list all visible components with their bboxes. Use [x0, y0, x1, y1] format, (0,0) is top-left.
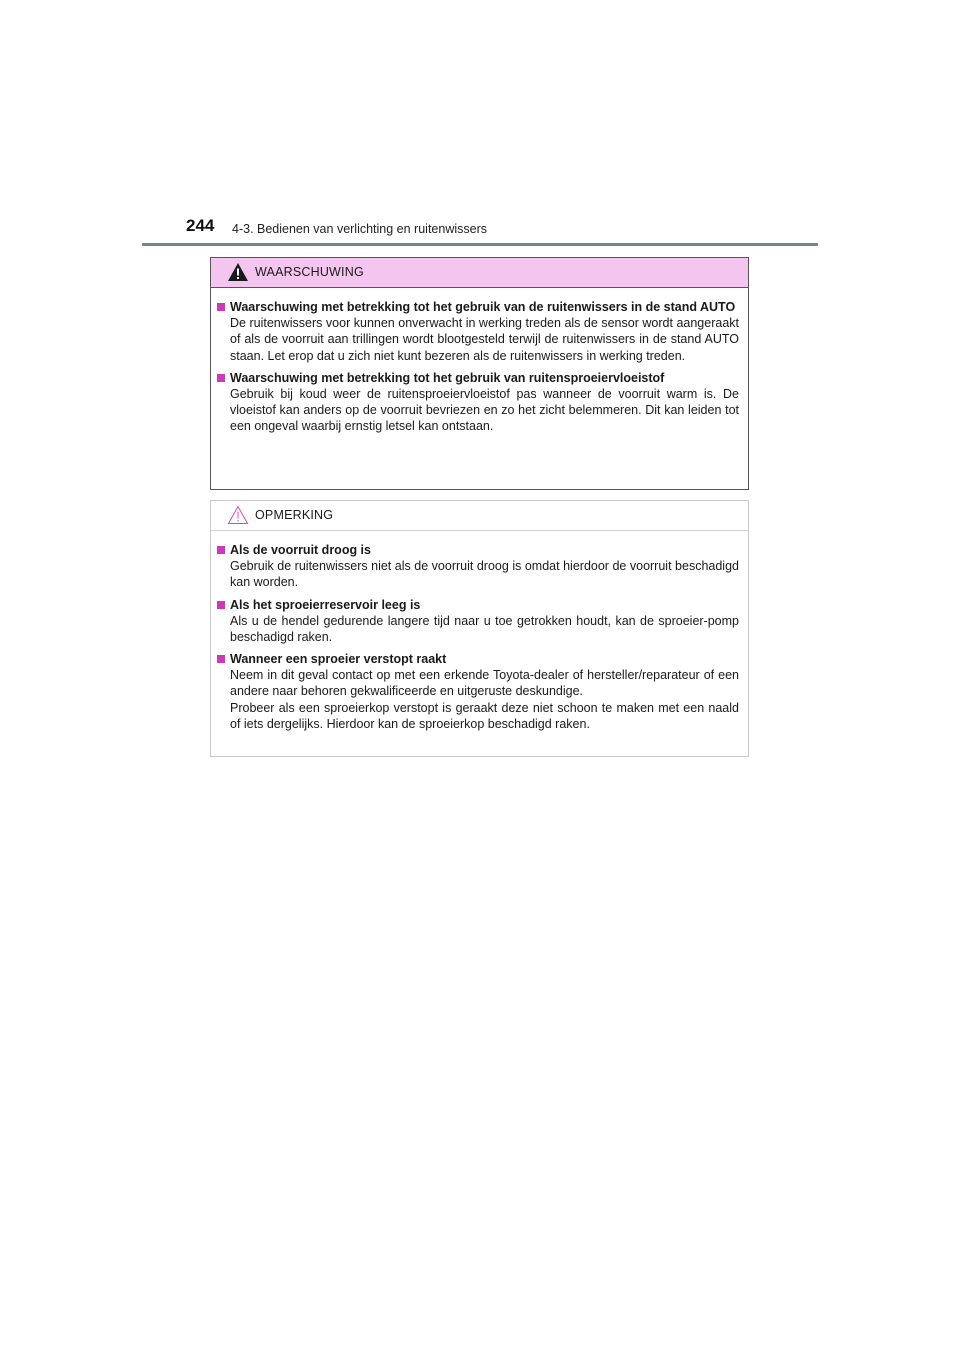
- item-paragraph: Probeer als een sproeierkop verstopt is geraakt deze niet schoon te maken met een naald of iets dergelijks. Hierdoor kan de sproeierkop beschadigd raken.: [230, 700, 739, 732]
- caution-triangle-outline-icon: [227, 505, 249, 525]
- item-title: Waarschuwing met betrekking tot het gebruik van ruitensproeiervloeistof: [230, 370, 665, 385]
- warning-triangle-filled-icon: [227, 262, 249, 282]
- item-text: Gebruik bij koud weer de ruitensproeiervloeistof pas wanneer de voorruit warm is. De vloeistof kan anders op de voorruit bevriezen en zo het zicht belemmeren. Dit kan leiden tot een ongeval waarbij ernstig letsel kan ontstaan.: [230, 386, 739, 434]
- warning-box: [210, 257, 749, 490]
- bullet-square-icon: [217, 601, 225, 609]
- bullet-square-icon: [217, 655, 225, 663]
- section-title: 4-3. Bedienen van verlichting en ruitenwissers: [232, 222, 487, 236]
- item-text: Als u de hendel gedurende langere tijd naar u toe getrokken houdt, kan de sproeier-pomp beschadigd raken.: [230, 613, 739, 644]
- item-title: Wanneer een sproeier verstopt raakt: [230, 652, 447, 667]
- item-title: Als de voorruit droog is: [230, 543, 371, 557]
- header-rule: [142, 243, 818, 246]
- warning-header: [211, 258, 748, 288]
- list-item: [217, 299, 742, 364]
- bullet-square-icon: [217, 374, 225, 382]
- note-label: OPMERKING: [255, 508, 334, 522]
- page-number: 244: [186, 216, 215, 235]
- list-item: [217, 542, 742, 591]
- bullet-square-icon: [217, 303, 225, 311]
- item-text: De ruitenwissers voor kunnen onverwacht in werking treden als de sensor wordt aangeraakt of als de voorruit aan trillingen wordt blootgesteld terwijl de ruitenwissers in de stand AUTO staan. Let erop dat u zich niet kunt bezeren als de ruitenwissers in werking treden.: [230, 316, 739, 363]
- list-item: [217, 370, 742, 435]
- list-item: [217, 597, 742, 646]
- warning-body: [211, 288, 748, 435]
- item-text: Gebruik de ruitenwissers niet als de voorruit droog is omdat hierdoor de voorruit beschadigd kan worden.: [230, 559, 739, 590]
- warning-label: WAARSCHUWING: [255, 265, 364, 279]
- list-item: [217, 651, 742, 732]
- note-body: [211, 531, 748, 732]
- bullet-square-icon: [217, 546, 225, 554]
- note-header: [211, 501, 748, 531]
- item-text: [217, 667, 742, 732]
- item-title: Waarschuwing met betrekking tot het gebruik van de ruitenwissers in de stand AUTO: [230, 300, 736, 314]
- item-title: Als het sproeierreservoir leeg is: [230, 597, 421, 612]
- item-paragraph: Neem in dit geval contact op met een erkende Toyota-dealer of hersteller/reparateur of een andere naar behoren gekwalificeerde en uitgeruste deskundige.: [230, 668, 739, 699]
- note-box: [210, 500, 749, 757]
